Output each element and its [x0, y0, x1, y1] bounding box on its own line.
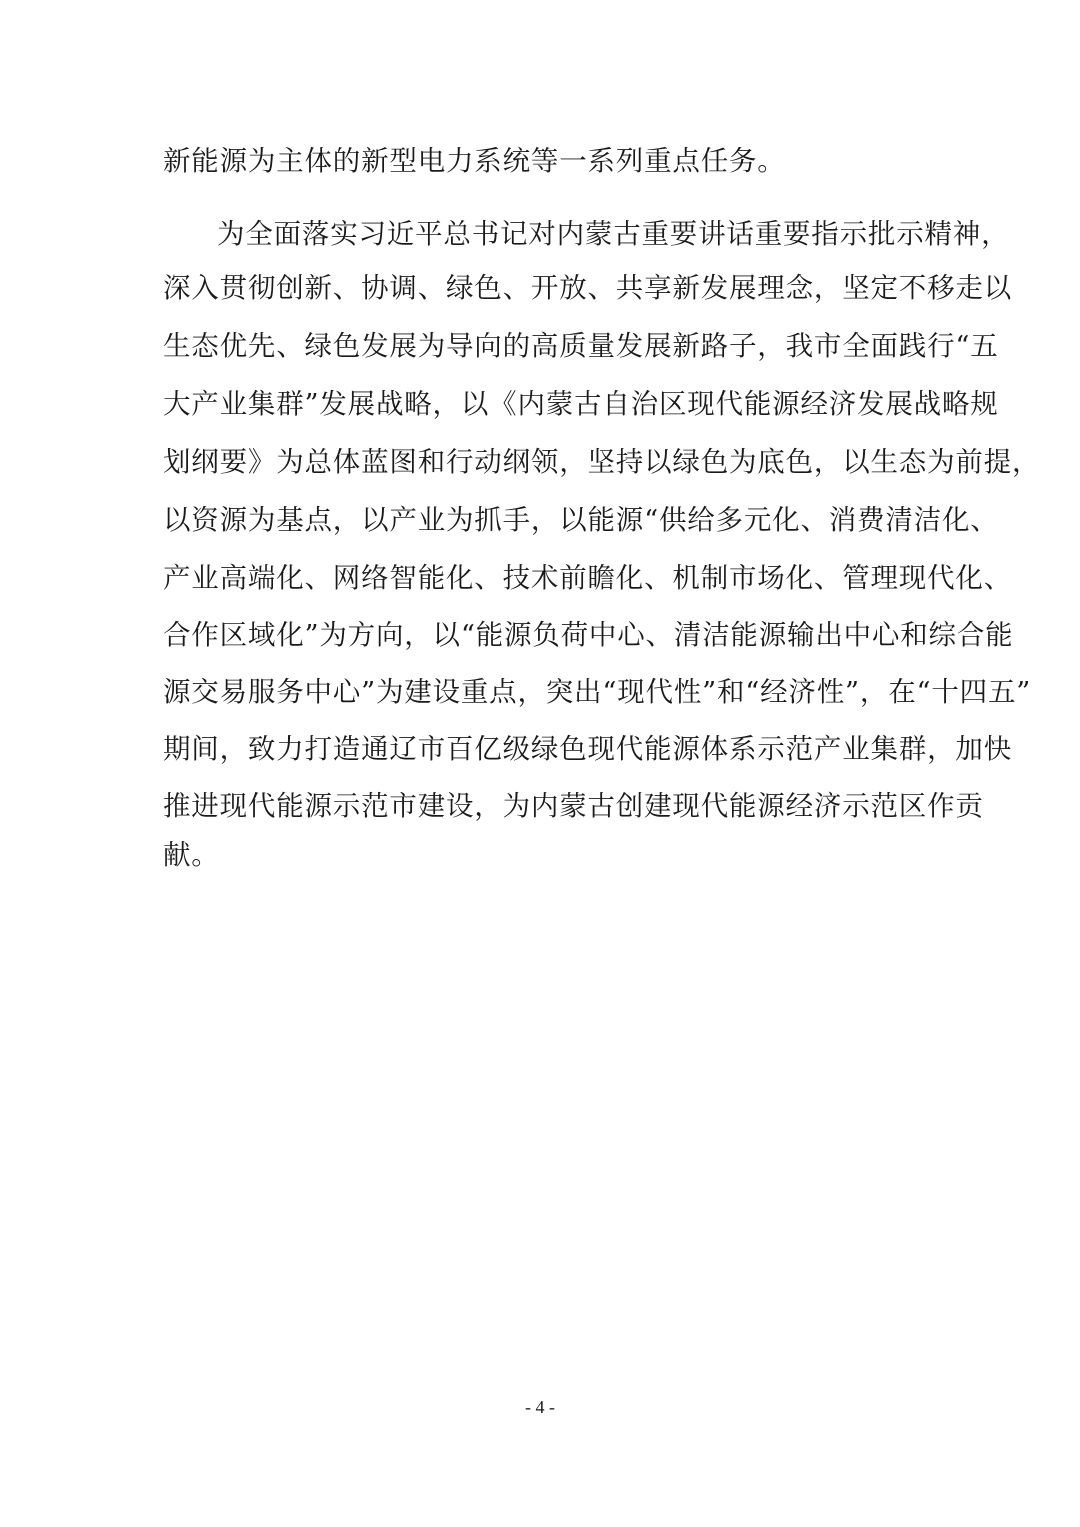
paragraph-2-line-1: 为全面落实习近平总书记对内蒙古重要讲话重要指示批示精神，	[217, 218, 1010, 250]
paragraph-2-line-2: 深入贯彻创新、协调、绿色、开放、共享新发展理念，坚定不移走以	[163, 272, 1012, 304]
paragraph-2-line-4: 大产业集群”发展战略，以《内蒙古自治区现代能源经济发展战略规	[163, 388, 999, 420]
paragraph-1-line-1: 新能源为主体的新型电力系统等一系列重点任务。	[163, 145, 786, 177]
paragraph-2-line-9: 源交易服务中心”为建设重点，突出“现代性”和“经济性”，在“十四五”	[163, 676, 1032, 708]
paragraph-2-line-3: 生态优先、绿色发展为导向的高质量发展新路子，我市全面践行“五	[163, 330, 999, 362]
paragraph-2-line-10: 期间，致力打造通辽市百亿级绿色现代能源体系示范产业集群，加快	[163, 733, 1012, 765]
paragraph-2-line-5: 划纲要》为总体蓝图和行动纲领，坚持以绿色为底色，以生态为前提，	[163, 446, 1041, 478]
paragraph-2-line-11: 推进现代能源示范市建设，为内蒙古创建现代能源经济示范区作贡	[163, 790, 984, 822]
paragraph-2-line-12: 献。	[163, 839, 220, 871]
paragraph-2-line-6: 以资源为基点，以产业为抓手，以能源“供给多元化、消费清洁化、	[163, 504, 999, 536]
paragraph-2-line-7: 产业高端化、网络智能化、技术前瞻化、机制市场化、管理现代化、	[163, 562, 1012, 594]
page-number: - 4 -	[525, 1397, 555, 1417]
paragraph-2-line-8: 合作区域化”为方向，以“能源负荷中心、清洁能源输出中心和综合能	[163, 619, 1014, 651]
